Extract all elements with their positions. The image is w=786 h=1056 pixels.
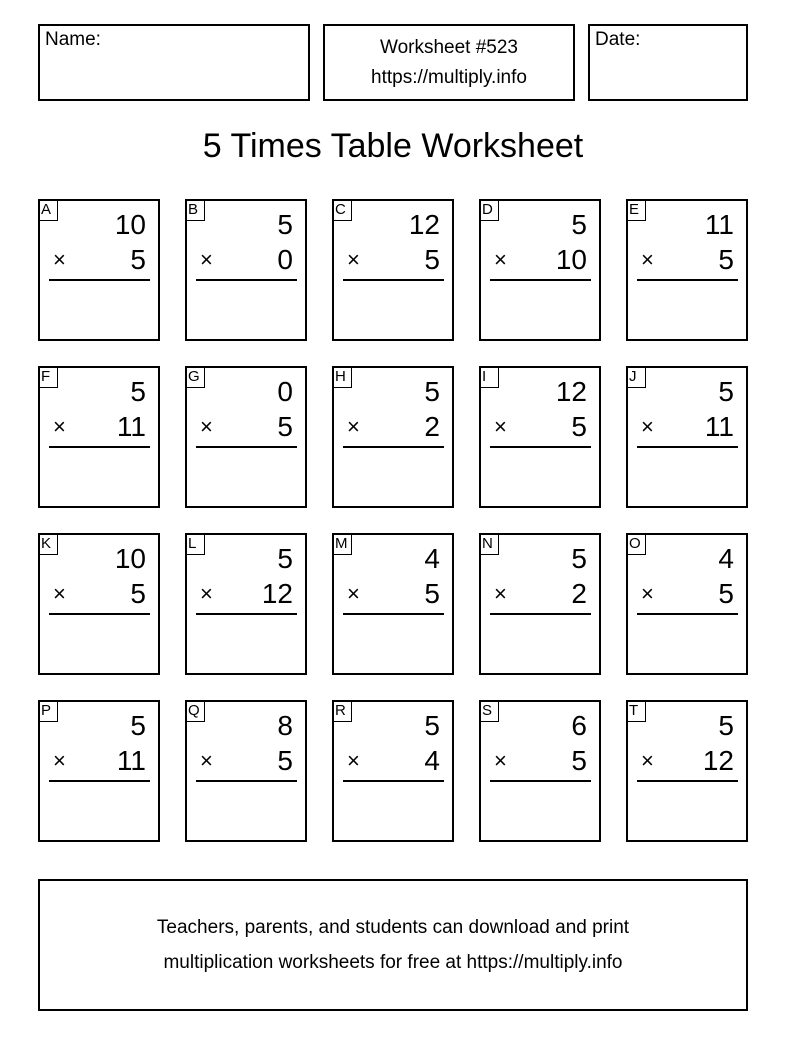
multiplicand: 12 [555, 376, 587, 407]
times-sign: × [347, 748, 360, 773]
multiplier: 5 [718, 244, 734, 275]
answer-line [196, 279, 297, 281]
multiplier: 11 [116, 411, 146, 442]
problem-card[interactable] [332, 533, 454, 675]
multiplier: 5 [571, 411, 587, 442]
footer-line-2: multiplication worksheets for free at https://multiply.info [163, 952, 623, 973]
times-sign: × [200, 748, 213, 773]
answer-line [343, 780, 444, 782]
problem-card[interactable] [332, 700, 454, 842]
multiplier: 5 [424, 244, 440, 275]
multiplicand: 5 [130, 710, 146, 741]
times-sign: × [347, 414, 360, 439]
name-label: Name: [45, 29, 101, 50]
answer-line [637, 279, 738, 281]
times-sign: × [641, 247, 654, 272]
problem-label: C [332, 199, 352, 221]
problem-card[interactable] [479, 366, 601, 508]
problem-label: G [185, 366, 205, 388]
problem-label: D [479, 199, 499, 221]
problem-label: N [479, 533, 499, 555]
multiplier: 5 [718, 578, 734, 609]
multiplicand: 5 [718, 710, 734, 741]
multiplicand: 6 [571, 710, 587, 741]
worksheet-number: Worksheet #523 [379, 36, 518, 58]
multiplier: 12 [261, 578, 293, 609]
problem-card[interactable] [185, 366, 307, 508]
answer-line [637, 446, 738, 448]
name-box[interactable] [38, 24, 310, 101]
problem-label: A [38, 199, 58, 221]
answer-line [196, 780, 297, 782]
problem-card[interactable] [626, 533, 748, 675]
multiplier: 11 [704, 411, 734, 442]
multiplier: 5 [130, 244, 146, 275]
multiplicand: 5 [718, 376, 734, 407]
multiplier: 11 [116, 745, 146, 776]
answer-line [49, 279, 150, 281]
times-sign: × [347, 247, 360, 272]
problem-label: O [626, 533, 646, 555]
problem-label: Q [185, 700, 205, 722]
problem-card[interactable] [332, 366, 454, 508]
multiplicand: 10 [114, 209, 146, 240]
multiplicand: 0 [277, 376, 293, 407]
problem-label: K [38, 533, 58, 555]
answer-line [490, 613, 591, 615]
problem-label: J [626, 366, 646, 388]
answer-line [49, 780, 150, 782]
problem-card[interactable] [38, 533, 160, 675]
problem-card[interactable] [185, 533, 307, 675]
multiplier: 0 [277, 244, 293, 275]
answer-line [637, 780, 738, 782]
answer-line [196, 446, 297, 448]
multiplier: 10 [555, 244, 587, 275]
multiplier: 5 [130, 578, 146, 609]
answer-line [490, 279, 591, 281]
times-sign: × [494, 581, 507, 606]
answer-line [49, 613, 150, 615]
multiplier: 5 [277, 745, 293, 776]
times-sign: × [200, 247, 213, 272]
multiplicand: 4 [424, 543, 440, 574]
multiplicand: 5 [130, 376, 146, 407]
problem-label: P [38, 700, 58, 722]
answer-line [343, 279, 444, 281]
answer-line [343, 446, 444, 448]
multiplicand: 8 [277, 710, 293, 741]
answer-line [490, 446, 591, 448]
problem-card[interactable] [479, 533, 601, 675]
problem-card[interactable] [185, 199, 307, 341]
problem-label: I [479, 366, 499, 388]
times-sign: × [53, 414, 66, 439]
times-sign: × [347, 581, 360, 606]
problem-card[interactable] [185, 700, 307, 842]
problem-label: T [626, 700, 646, 722]
problem-label: M [332, 533, 352, 555]
date-box[interactable] [588, 24, 748, 101]
problem-card[interactable] [38, 199, 160, 341]
worksheet-url: https://multiply.info [371, 66, 527, 88]
problem-label: L [185, 533, 205, 555]
problem-card[interactable] [479, 700, 601, 842]
footer-box [38, 879, 748, 1011]
multiplier: 12 [702, 745, 734, 776]
problem-label: B [185, 199, 205, 221]
times-sign: × [200, 581, 213, 606]
date-label: Date: [595, 29, 641, 50]
problem-card[interactable] [332, 199, 454, 341]
multiplier: 5 [424, 578, 440, 609]
answer-line [637, 613, 738, 615]
times-sign: × [53, 581, 66, 606]
multiplicand: 12 [408, 209, 440, 240]
problem-card[interactable] [626, 199, 748, 341]
problem-card[interactable] [38, 700, 160, 842]
times-sign: × [494, 748, 507, 773]
problem-card[interactable] [626, 700, 748, 842]
times-sign: × [53, 748, 66, 773]
times-sign: × [494, 414, 507, 439]
multiplicand: 5 [571, 209, 587, 240]
problem-card[interactable] [626, 366, 748, 508]
multiplier: 2 [571, 578, 587, 609]
answer-line [49, 446, 150, 448]
problem-label: E [626, 199, 646, 221]
multiplicand: 4 [718, 543, 734, 574]
multiplicand: 11 [704, 209, 734, 240]
multiplier: 4 [424, 745, 440, 776]
multiplicand: 5 [571, 543, 587, 574]
times-sign: × [641, 748, 654, 773]
answer-line [343, 613, 444, 615]
multiplicand: 5 [424, 710, 440, 741]
multiplier: 5 [277, 411, 293, 442]
times-sign: × [641, 581, 654, 606]
problem-label: F [38, 366, 58, 388]
worksheet-info-box [323, 24, 575, 101]
times-sign: × [494, 247, 507, 272]
footer-line-1: Teachers, parents, and students can download and print [156, 917, 630, 938]
page-title: 5 Times Table Worksheet [202, 127, 584, 165]
problem-label: S [479, 700, 499, 722]
times-sign: × [200, 414, 213, 439]
multiplier: 2 [424, 411, 440, 442]
times-sign: × [641, 414, 654, 439]
problem-card[interactable] [38, 366, 160, 508]
problem-label: R [332, 700, 352, 722]
times-sign: × [53, 247, 66, 272]
problem-label: H [332, 366, 352, 388]
answer-line [490, 780, 591, 782]
multiplicand: 5 [424, 376, 440, 407]
multiplicand: 10 [114, 543, 146, 574]
multiplicand: 5 [277, 543, 293, 574]
multiplicand: 5 [277, 209, 293, 240]
answer-line [196, 613, 297, 615]
multiplier: 5 [571, 745, 587, 776]
problem-card[interactable] [479, 199, 601, 341]
